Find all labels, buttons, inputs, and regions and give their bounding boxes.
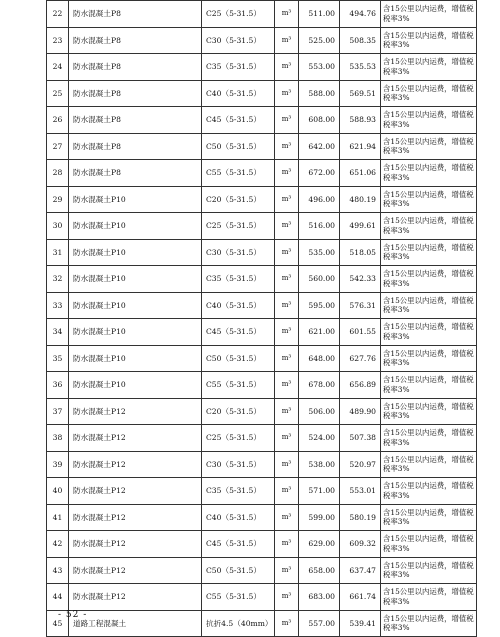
table-row	[47, 266, 477, 293]
price-incl-tax-cell: 557.00	[299, 610, 340, 637]
price-excl-tax-cell: 539.41	[340, 610, 381, 637]
row-number-cell: 38	[47, 425, 69, 452]
table-row	[47, 425, 477, 452]
row-number-cell: 40	[47, 478, 69, 505]
table-row	[47, 239, 477, 266]
material-name-cell: 防水混凝土P12	[69, 531, 202, 558]
price-incl-tax-cell: 678.00	[299, 372, 340, 399]
material-name-cell: 防水混凝土P10	[69, 266, 202, 293]
row-number-cell: 34	[47, 319, 69, 346]
unit-cell: m³	[275, 80, 299, 107]
note-cell: 含15公里以内运费，增值税税率3%	[381, 425, 477, 452]
table-row	[47, 345, 477, 372]
table-row	[47, 80, 477, 107]
price-excl-tax-cell: 661.74	[340, 584, 381, 611]
note-cell: 含15公里以内运费，增值税税率3%	[381, 531, 477, 558]
unit-cell: m³	[275, 345, 299, 372]
spec-cell: C20（5-31.5）	[202, 186, 275, 213]
spec-cell: C55（5-31.5）	[202, 160, 275, 187]
unit-cell: m³	[275, 584, 299, 611]
spec-cell: C50（5-31.5）	[202, 345, 275, 372]
note-cell: 含15公里以内运费，增值税税率3%	[381, 80, 477, 107]
table-row	[47, 54, 477, 81]
unit-cell: m³	[275, 451, 299, 478]
note-cell: 含15公里以内运费，增值税税率3%	[381, 292, 477, 319]
table-row	[47, 557, 477, 584]
material-name-cell: 防水混凝土P10	[69, 319, 202, 346]
spec-cell: C25（5-31.5）	[202, 1, 275, 28]
row-number-cell: 32	[47, 266, 69, 293]
material-name-cell: 防水混凝土P12	[69, 584, 202, 611]
row-number-cell: 39	[47, 451, 69, 478]
table-row	[47, 504, 477, 531]
unit-cell: m³	[275, 478, 299, 505]
note-cell: 含15公里以内运费，增值税税率3%	[381, 610, 477, 637]
note-cell: 含15公里以内运费，增值税税率3%	[381, 1, 477, 28]
row-number-cell: 22	[47, 1, 69, 28]
row-number-cell: 27	[47, 133, 69, 160]
note-cell: 含15公里以内运费，增值税税率3%	[381, 451, 477, 478]
unit-cell: m³	[275, 610, 299, 637]
table-row	[47, 107, 477, 134]
spec-cell: C45（5-31.5）	[202, 319, 275, 346]
spec-cell: C45（5-31.5）	[202, 531, 275, 558]
material-name-cell: 防水混凝土P12	[69, 478, 202, 505]
unit-cell: m³	[275, 54, 299, 81]
material-name-cell: 防水混凝土P8	[69, 1, 202, 28]
table-row	[47, 372, 477, 399]
material-name-cell: 防水混凝土P12	[69, 398, 202, 425]
unit-cell: m³	[275, 531, 299, 558]
spec-cell: C50（5-31.5）	[202, 557, 275, 584]
table-row	[47, 133, 477, 160]
spec-cell: C40（5-31.5）	[202, 504, 275, 531]
unit-cell: m³	[275, 213, 299, 240]
spec-cell: C40（5-31.5）	[202, 292, 275, 319]
unit-cell: m³	[275, 398, 299, 425]
table-row	[47, 160, 477, 187]
note-cell: 含15公里以内运费，增值税税率3%	[381, 160, 477, 187]
price-incl-tax-cell: 588.00	[299, 80, 340, 107]
price-excl-tax-cell: 576.31	[340, 292, 381, 319]
price-incl-tax-cell: 621.00	[299, 319, 340, 346]
table-row	[47, 186, 477, 213]
price-excl-tax-cell: 507.38	[340, 425, 381, 452]
spec-cell: C20（5-31.5）	[202, 398, 275, 425]
spec-cell: C30（5-31.5）	[202, 27, 275, 54]
spec-cell: C55（5-31.5）	[202, 584, 275, 611]
material-name-cell: 道路工程混凝土	[69, 610, 202, 637]
row-number-cell: 44	[47, 584, 69, 611]
spec-cell: C40（5-31.5）	[202, 80, 275, 107]
price-incl-tax-cell: 525.00	[299, 27, 340, 54]
price-incl-tax-cell: 571.00	[299, 478, 340, 505]
price-incl-tax-cell: 511.00	[299, 1, 340, 28]
price-incl-tax-cell: 595.00	[299, 292, 340, 319]
price-incl-tax-cell: 672.00	[299, 160, 340, 187]
material-name-cell: 防水混凝土P10	[69, 372, 202, 399]
unit-cell: m³	[275, 292, 299, 319]
price-incl-tax-cell: 683.00	[299, 584, 340, 611]
spec-cell: C35（5-31.5）	[202, 266, 275, 293]
price-excl-tax-cell: 499.61	[340, 213, 381, 240]
page-number: - 52 -	[58, 610, 88, 620]
material-name-cell: 防水混凝土P8	[69, 80, 202, 107]
material-name-cell: 防水混凝土P10	[69, 345, 202, 372]
row-number-cell: 26	[47, 107, 69, 134]
note-cell: 含15公里以内运费，增值税税率3%	[381, 478, 477, 505]
table-row	[47, 610, 477, 637]
price-excl-tax-cell: 520.97	[340, 451, 381, 478]
row-number-cell: 36	[47, 372, 69, 399]
price-table	[46, 0, 477, 637]
unit-cell: m³	[275, 160, 299, 187]
price-excl-tax-cell: 621.94	[340, 133, 381, 160]
price-excl-tax-cell: 651.06	[340, 160, 381, 187]
unit-cell: m³	[275, 107, 299, 134]
spec-cell: C30（5-31.5）	[202, 451, 275, 478]
price-excl-tax-cell: 553.01	[340, 478, 381, 505]
note-cell: 含15公里以内运费，增值税税率3%	[381, 27, 477, 54]
price-excl-tax-cell: 542.33	[340, 266, 381, 293]
unit-cell: m³	[275, 133, 299, 160]
note-cell: 含15公里以内运费，增值税税率3%	[381, 557, 477, 584]
row-number-cell: 29	[47, 186, 69, 213]
material-name-cell: 防水混凝土P12	[69, 504, 202, 531]
note-cell: 含15公里以内运费，增值税税率3%	[381, 107, 477, 134]
price-excl-tax-cell: 609.32	[340, 531, 381, 558]
table-row	[47, 292, 477, 319]
material-name-cell: 防水混凝土P10	[69, 213, 202, 240]
price-incl-tax-cell: 658.00	[299, 557, 340, 584]
note-cell: 含15公里以内运费，增值税税率3%	[381, 54, 477, 81]
row-number-cell: 43	[47, 557, 69, 584]
note-cell: 含15公里以内运费，增值税税率3%	[381, 239, 477, 266]
price-excl-tax-cell: 489.90	[340, 398, 381, 425]
price-incl-tax-cell: 496.00	[299, 186, 340, 213]
row-number-cell: 23	[47, 27, 69, 54]
price-incl-tax-cell: 516.00	[299, 213, 340, 240]
table-row	[47, 584, 477, 611]
material-name-cell: 防水混凝土P8	[69, 27, 202, 54]
material-name-cell: 防水混凝土P12	[69, 451, 202, 478]
unit-cell: m³	[275, 27, 299, 54]
price-excl-tax-cell: 637.47	[340, 557, 381, 584]
spec-cell: C50（5-31.5）	[202, 133, 275, 160]
price-incl-tax-cell: 629.00	[299, 531, 340, 558]
spec-cell: C25（5-31.5）	[202, 213, 275, 240]
material-name-cell: 防水混凝土P8	[69, 107, 202, 134]
unit-cell: m³	[275, 1, 299, 28]
table-row	[47, 1, 477, 28]
price-excl-tax-cell: 588.93	[340, 107, 381, 134]
price-excl-tax-cell: 601.55	[340, 319, 381, 346]
price-incl-tax-cell: 642.00	[299, 133, 340, 160]
spec-cell: C35（5-31.5）	[202, 478, 275, 505]
note-cell: 含15公里以内运费，增值税税率3%	[381, 584, 477, 611]
table-row	[47, 398, 477, 425]
unit-cell: m³	[275, 266, 299, 293]
price-excl-tax-cell: 508.35	[340, 27, 381, 54]
table-row	[47, 478, 477, 505]
spec-cell: C45（5-31.5）	[202, 107, 275, 134]
table-row	[47, 451, 477, 478]
note-cell: 含15公里以内运费，增值税税率3%	[381, 319, 477, 346]
unit-cell: m³	[275, 239, 299, 266]
note-cell: 含15公里以内运费，增值税税率3%	[381, 266, 477, 293]
unit-cell: m³	[275, 557, 299, 584]
row-number-cell: 31	[47, 239, 69, 266]
note-cell: 含15公里以内运费，增值税税率3%	[381, 504, 477, 531]
price-excl-tax-cell: 518.05	[340, 239, 381, 266]
table-row	[47, 27, 477, 54]
spec-cell: 抗折4.5（40mm）	[202, 610, 275, 637]
price-excl-tax-cell: 494.76	[340, 1, 381, 28]
price-incl-tax-cell: 538.00	[299, 451, 340, 478]
price-incl-tax-cell: 560.00	[299, 266, 340, 293]
spec-cell: C35（5-31.5）	[202, 54, 275, 81]
material-name-cell: 防水混凝土P8	[69, 54, 202, 81]
spec-cell: C30（5-31.5）	[202, 239, 275, 266]
row-number-cell: 42	[47, 531, 69, 558]
note-cell: 含15公里以内运费，增值税税率3%	[381, 372, 477, 399]
price-incl-tax-cell: 524.00	[299, 425, 340, 452]
price-excl-tax-cell: 656.89	[340, 372, 381, 399]
material-name-cell: 防水混凝土P8	[69, 160, 202, 187]
material-name-cell: 防水混凝土P10	[69, 292, 202, 319]
price-incl-tax-cell: 599.00	[299, 504, 340, 531]
material-name-cell: 防水混凝土P10	[69, 239, 202, 266]
note-cell: 含15公里以内运费，增值税税率3%	[381, 213, 477, 240]
unit-cell: m³	[275, 504, 299, 531]
price-incl-tax-cell: 506.00	[299, 398, 340, 425]
unit-cell: m³	[275, 372, 299, 399]
unit-cell: m³	[275, 186, 299, 213]
price-excl-tax-cell: 627.76	[340, 345, 381, 372]
price-incl-tax-cell: 553.00	[299, 54, 340, 81]
table-row	[47, 319, 477, 346]
row-number-cell: 35	[47, 345, 69, 372]
material-name-cell: 防水混凝土P8	[69, 133, 202, 160]
note-cell: 含15公里以内运费，增值税税率3%	[381, 186, 477, 213]
table-row	[47, 531, 477, 558]
spec-cell: C55（5-31.5）	[202, 372, 275, 399]
price-incl-tax-cell: 535.00	[299, 239, 340, 266]
row-number-cell: 33	[47, 292, 69, 319]
material-name-cell: 防水混凝土P12	[69, 425, 202, 452]
row-number-cell: 24	[47, 54, 69, 81]
material-name-cell: 防水混凝土P12	[69, 557, 202, 584]
note-cell: 含15公里以内运费，增值税税率3%	[381, 133, 477, 160]
row-number-cell: 28	[47, 160, 69, 187]
price-incl-tax-cell: 648.00	[299, 345, 340, 372]
material-name-cell: 防水混凝土P10	[69, 186, 202, 213]
row-number-cell: 45	[47, 610, 69, 637]
row-number-cell: 30	[47, 213, 69, 240]
price-excl-tax-cell: 535.53	[340, 54, 381, 81]
table-row	[47, 213, 477, 240]
unit-cell: m³	[275, 319, 299, 346]
price-excl-tax-cell: 569.51	[340, 80, 381, 107]
price-incl-tax-cell: 608.00	[299, 107, 340, 134]
note-cell: 含15公里以内运费，增值税税率3%	[381, 345, 477, 372]
row-number-cell: 37	[47, 398, 69, 425]
row-number-cell: 41	[47, 504, 69, 531]
spec-cell: C25（5-31.5）	[202, 425, 275, 452]
note-cell: 含15公里以内运费，增值税税率3%	[381, 398, 477, 425]
price-excl-tax-cell: 580.19	[340, 504, 381, 531]
row-number-cell: 25	[47, 80, 69, 107]
price-table-body	[47, 1, 477, 637]
price-excl-tax-cell: 480.19	[340, 186, 381, 213]
unit-cell: m³	[275, 425, 299, 452]
